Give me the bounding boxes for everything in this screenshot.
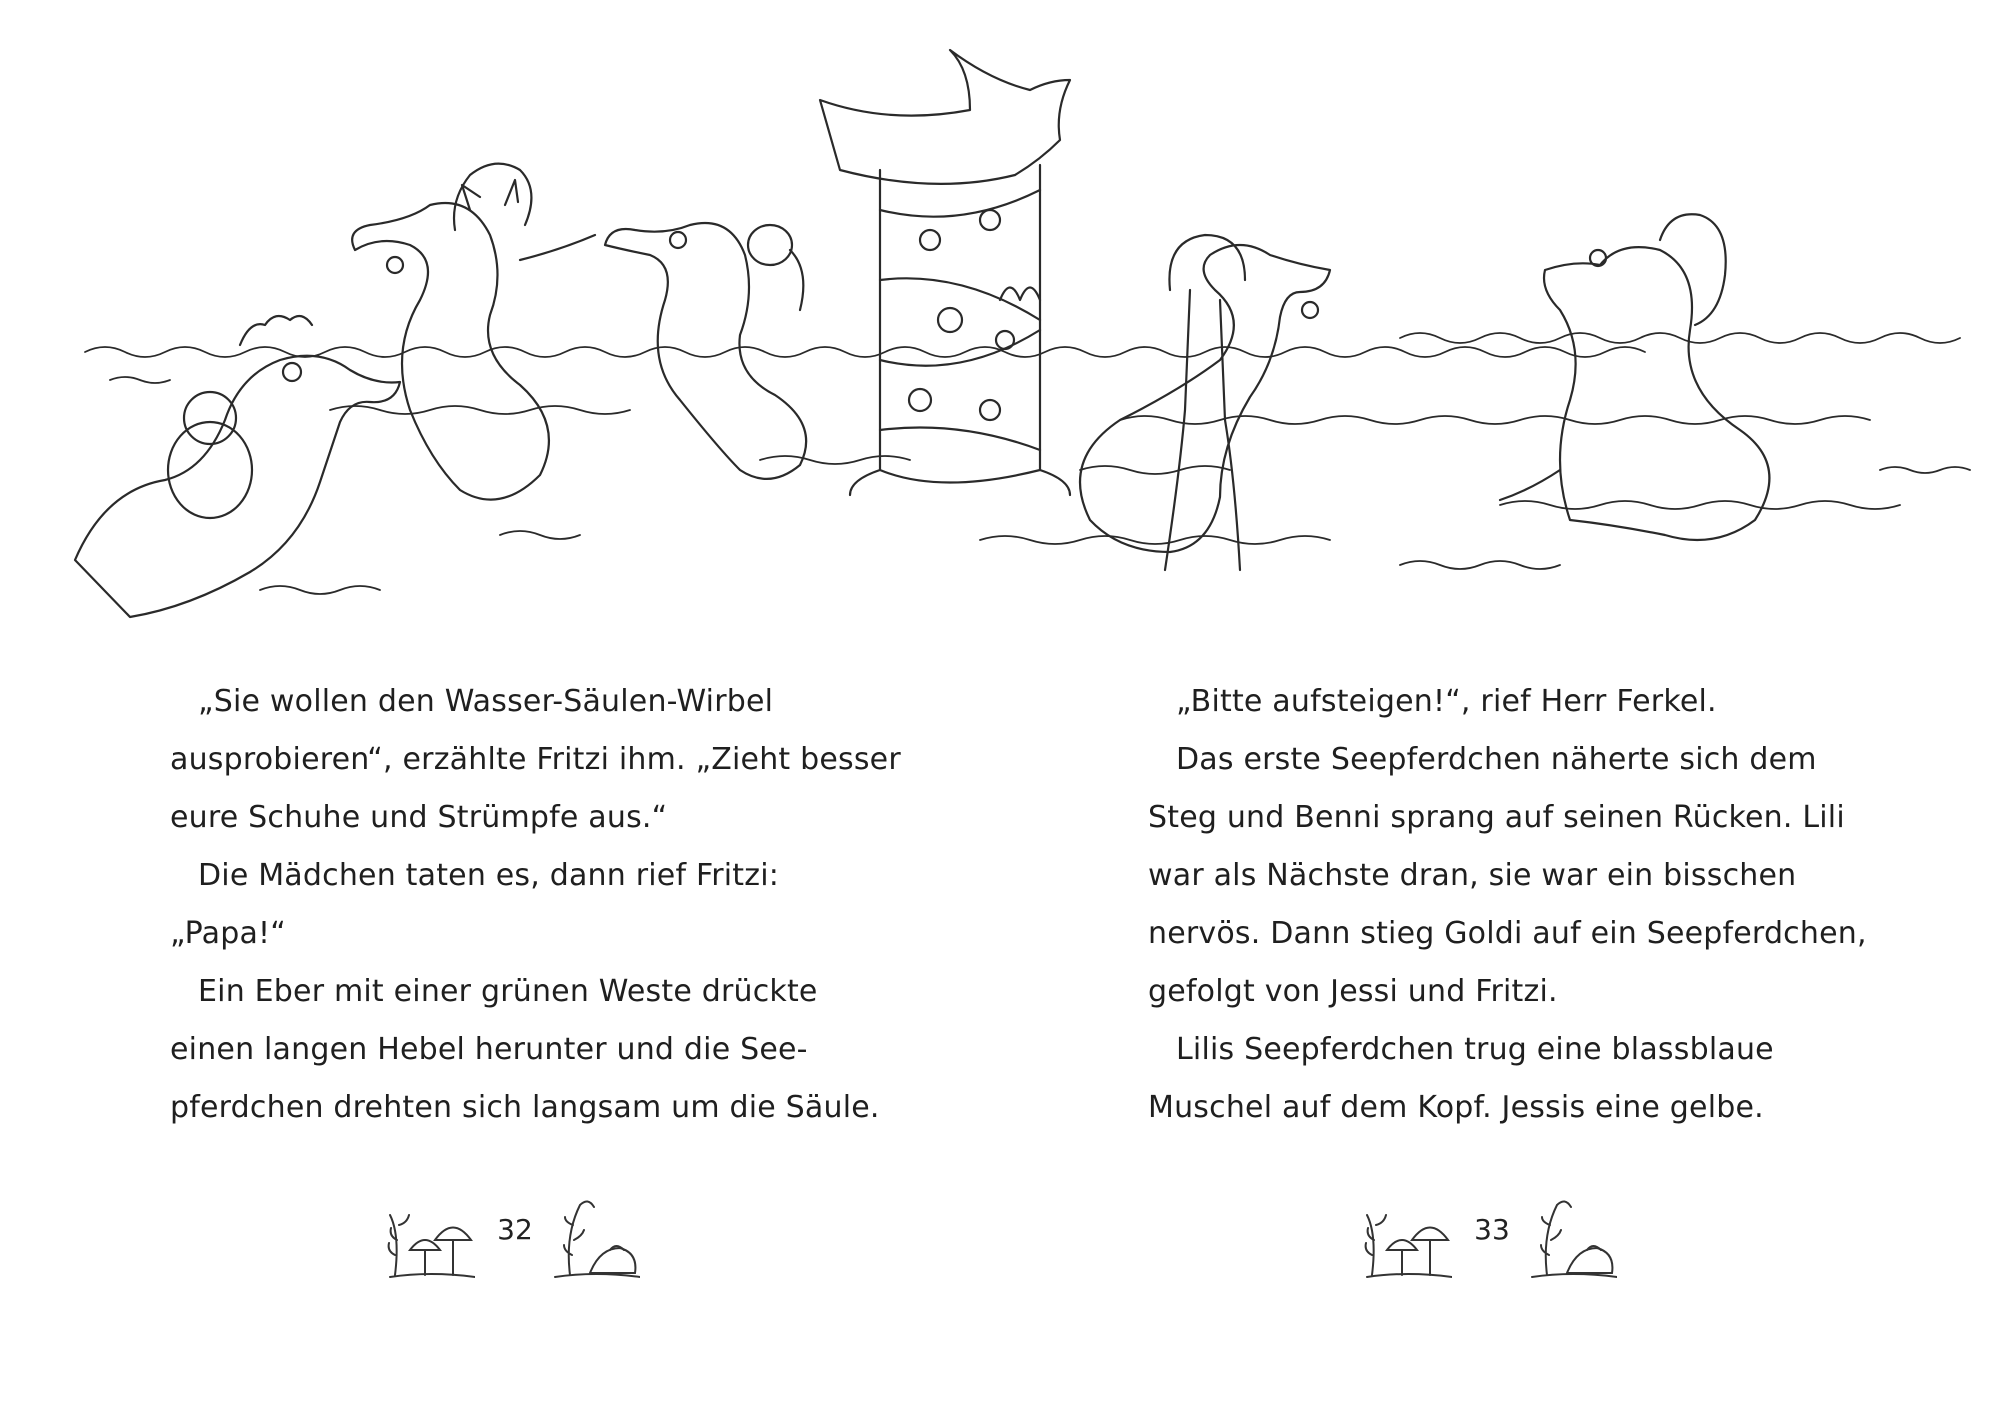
wave-icon xyxy=(85,333,1970,594)
fern-icon xyxy=(550,1195,640,1285)
page-number: 33 xyxy=(1474,1213,1510,1246)
column-icon xyxy=(820,50,1070,495)
seahorse-carousel-illustration xyxy=(0,0,2000,620)
seahorse-icon xyxy=(1080,235,1330,570)
text-line: eure Schuhe und Strümpfe aus.“ xyxy=(170,800,668,835)
text-line: einen langen Hebel herunter und die See- xyxy=(170,1032,808,1067)
left-page-text xyxy=(170,673,901,1137)
text-line: Das erste Seepferdchen näherte sich dem xyxy=(1176,742,1817,777)
mushroom-icon xyxy=(385,1195,475,1285)
text-line: Steg und Benni sprang auf seinen Rücken. Lili xyxy=(1148,800,1845,835)
right-page-text xyxy=(1148,673,1868,1137)
text-line: „Sie wollen den Wasser-Säulen-Wirbel xyxy=(198,684,774,719)
text-line: war als Nächste dran, sie war ein bisschen xyxy=(1148,858,1797,893)
text-line: Lilis Seepferdchen trug eine blassblaue xyxy=(1176,1032,1774,1067)
text-line: nervös. Dann stieg Goldi auf ein Seepferdchen, xyxy=(1148,916,1867,951)
text-line: Muschel auf dem Kopf. Jessis eine gelbe. xyxy=(1148,1090,1764,1125)
text-line: Ein Eber mit einer grünen Weste drückte xyxy=(198,974,818,1009)
seahorse-icon xyxy=(75,316,400,617)
text-line: „Papa!“ xyxy=(170,916,286,951)
seahorse-icon xyxy=(605,223,806,479)
seahorse-icon xyxy=(352,164,595,500)
seahorse-icon xyxy=(1500,214,1769,540)
text-line: gefolgt von Jessi und Fritzi. xyxy=(1148,974,1558,1009)
text-line: Die Mädchen taten es, dann rief Fritzi: xyxy=(198,858,780,893)
fern-icon xyxy=(1527,1195,1617,1285)
page-number-right xyxy=(1362,1195,1622,1285)
page-number-left xyxy=(385,1195,645,1285)
page-number: 32 xyxy=(497,1213,533,1246)
text-line: „Bitte aufsteigen!“, rief Herr Ferkel. xyxy=(1176,684,1717,719)
text-line: ausprobieren“, erzählte Fritzi ihm. „Zieht besser xyxy=(170,742,901,777)
text-line: pferdchen drehten sich langsam um die Säule. xyxy=(170,1090,880,1125)
mushroom-icon xyxy=(1362,1195,1452,1285)
